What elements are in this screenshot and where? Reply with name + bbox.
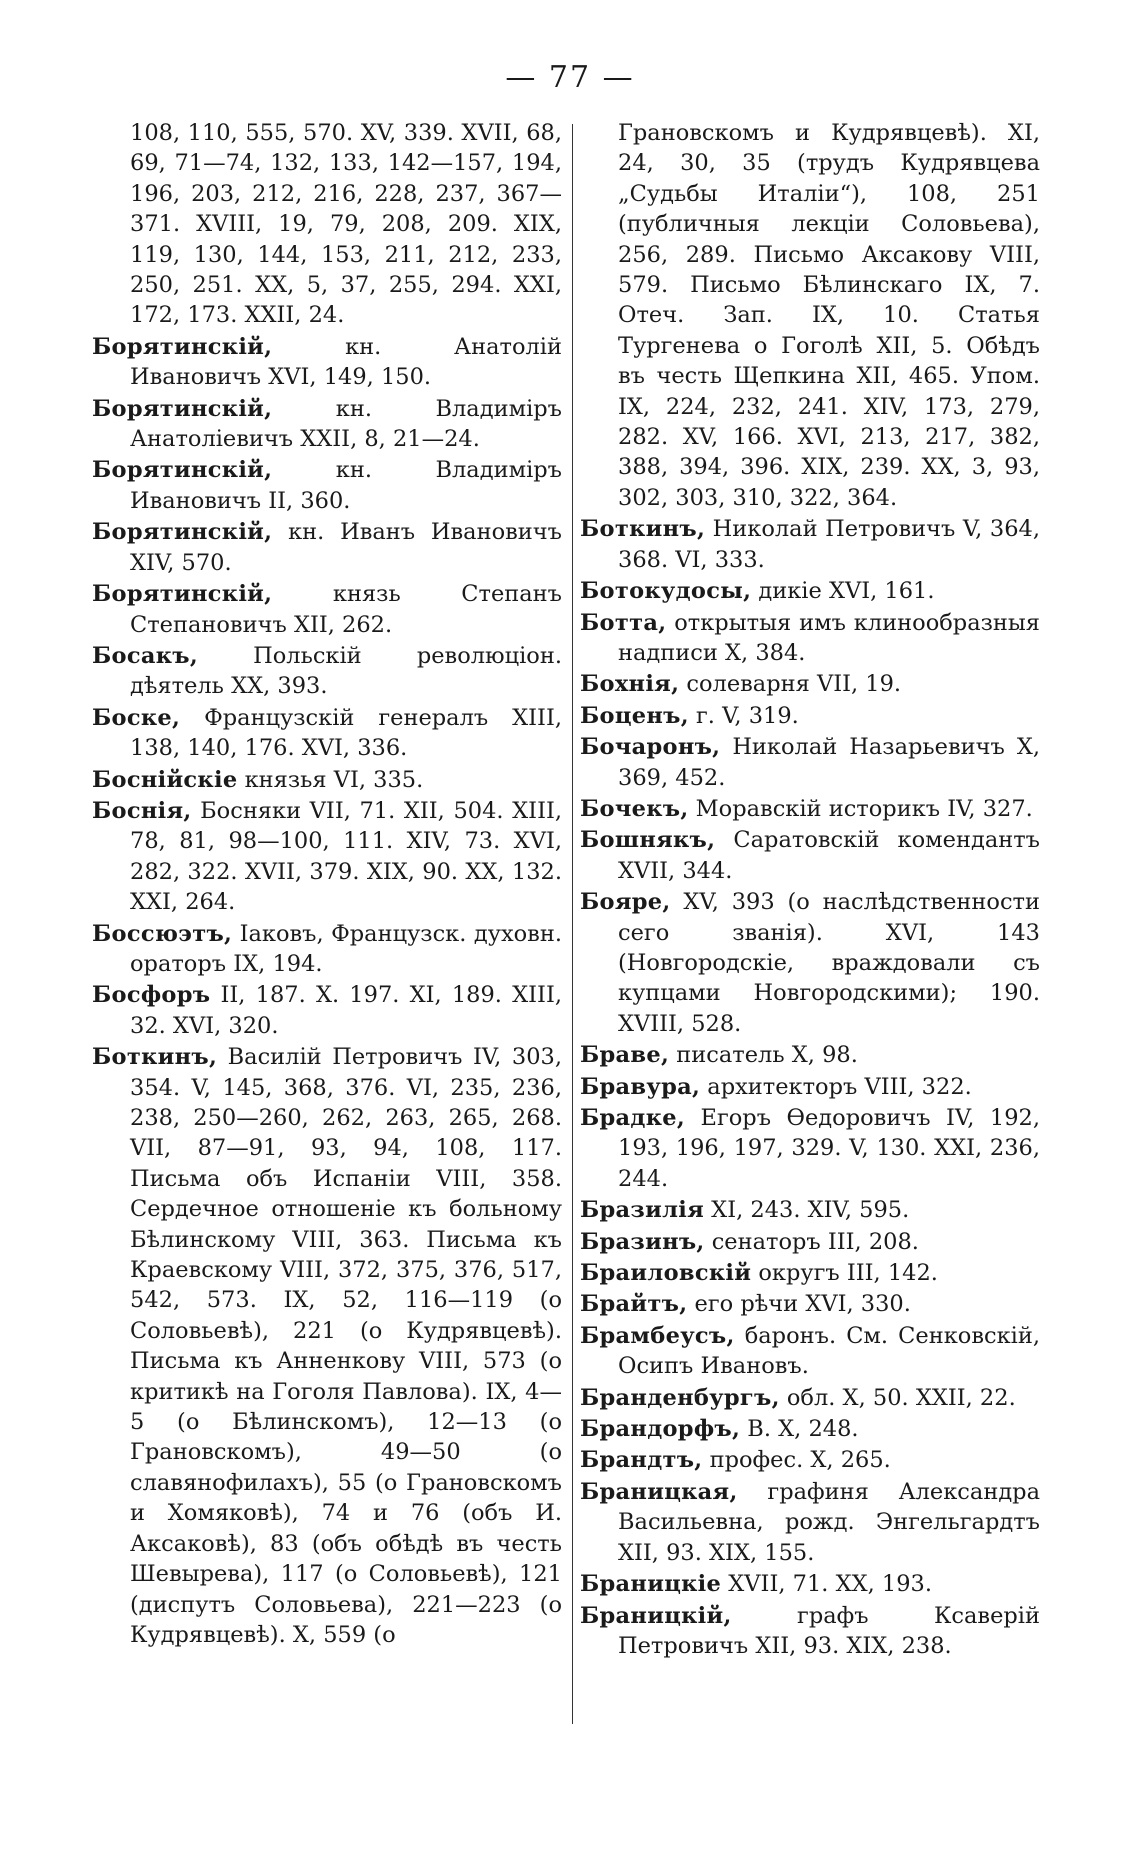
entry-heading: Браницкая, — [580, 1478, 738, 1505]
entry-text: графъ Ксаверій Петровичъ XII, 93. XIX, 238. — [618, 1602, 1040, 1659]
index-entry — [580, 1601, 1040, 1662]
entry-heading: Ботта, — [580, 609, 667, 636]
index-entry — [92, 980, 562, 1041]
index-entry — [92, 796, 562, 918]
left-column — [92, 118, 562, 1651]
index-entry — [92, 919, 562, 980]
entry-heading: Борятинскій, — [92, 519, 273, 546]
entry-text: Николай Назарьевичъ X, 369, 452. — [618, 734, 1040, 791]
index-entry — [580, 1072, 1040, 1102]
page-number: — 77 — — [505, 60, 635, 95]
index-entry — [580, 1289, 1040, 1319]
entry-heading: Ботокудосы, — [580, 578, 752, 605]
entry-heading: Боссюэтъ, — [92, 920, 233, 947]
entry-heading: Бочаронъ, — [580, 734, 721, 761]
entry-heading: Боске, — [92, 704, 181, 731]
index-entry — [92, 455, 562, 516]
index-entry — [580, 608, 1040, 669]
index-entry — [92, 332, 562, 393]
index-entry — [580, 701, 1040, 731]
entry-heading: Бохнія, — [580, 671, 680, 698]
entry-heading: Босфоръ — [92, 982, 211, 1009]
index-entry — [580, 1445, 1040, 1475]
index-entry — [580, 732, 1040, 793]
entry-text: 108, 110, 555, 570. XV, 339. XVII, 68, 69, 71—74, 132, 133, 142—157, 194, 196, 203, 212, 216, 228, 237, 367—371. XVIII, 19, 79, 208, 209. XIX, 119, 130, 144, 153, 211, 212, 233, 250, 251. XX, 5, 37, 255, 294. XXI, 172, 173. XXII, 24. — [130, 120, 562, 329]
index-entry — [580, 887, 1040, 1039]
index-entry — [580, 576, 1040, 606]
entry-text: кн. Владиміръ Ивановичъ II, 360. — [130, 457, 562, 514]
entry-text: князь Степанъ Степановичъ XII, 262. — [130, 581, 562, 638]
entry-heading: Бранденбургъ, — [580, 1384, 780, 1411]
entry-heading: Бояре, — [580, 889, 671, 916]
index-entry — [92, 394, 562, 455]
entry-text: солеварня VII, 19. — [679, 671, 902, 698]
entry-heading: Бошнякъ, — [580, 827, 716, 854]
entry-text: кн. Анатолій Ивановичъ XVI, 149, 150. — [130, 333, 562, 391]
entry-text: баронъ. См. Сенковскій, Осипъ Ивановъ. — [618, 1322, 1040, 1380]
entry-text: Французскій генералъ XIII, 138, 140, 176. XVI, 336. — [130, 704, 562, 762]
index-entry — [580, 825, 1040, 886]
entry-text: князья VI, 335. — [237, 766, 424, 793]
index-entry — [92, 579, 562, 640]
entry-text: Саратовскій комендантъ XVII, 344. — [618, 827, 1040, 884]
entry-heading: Боценъ, — [580, 702, 689, 729]
entry-text: г. V, 319. — [688, 702, 799, 729]
index-entry — [580, 514, 1040, 575]
entry-heading: Браве, — [580, 1042, 670, 1069]
entry-text: XVII, 71. XX, 193. — [721, 1571, 933, 1598]
entry-heading: Брамбеусъ, — [580, 1322, 735, 1349]
entry-text: кн. Владиміръ Анатоліевичъ XXII, 8, 21—24. — [130, 395, 562, 453]
entry-text: Егоръ Ѳедоровичъ IV, 192, 193, 196, 197, 329. V, 130. XXI, 236, 244. — [618, 1105, 1040, 1192]
index-entry — [580, 1040, 1040, 1070]
entry-heading: Борятинскій, — [92, 395, 273, 422]
entry-heading: Бочекъ, — [580, 795, 689, 822]
entry-text: открытыя имъ клинообразныя надписи X, 384. — [618, 609, 1040, 666]
entry-heading: Браницкіе — [580, 1571, 722, 1598]
entry-text: В. X, 248. — [740, 1416, 859, 1443]
index-entry — [580, 118, 1040, 513]
entry-heading: Боснійскіе — [92, 766, 238, 793]
entry-heading: Борятинскій, — [92, 457, 273, 484]
index-entry — [580, 1321, 1040, 1382]
index-entry — [580, 1569, 1040, 1599]
index-entry — [92, 641, 562, 702]
entry-text: Польскій революціон. дѣятель XX, 393. — [130, 642, 562, 700]
entry-heading: Брадке, — [580, 1105, 686, 1131]
index-entry — [580, 1414, 1040, 1444]
index-entry — [580, 1477, 1040, 1568]
entry-heading: Борятинскій, — [92, 333, 273, 360]
index-entry — [92, 517, 562, 578]
entry-text: его рѣчи XVI, 330. — [687, 1291, 911, 1318]
entry-text: кн. Иванъ Ивановичъ XIV, 570. — [130, 519, 562, 576]
entry-text: дикіе XVI, 161. — [751, 578, 935, 605]
index-entry — [580, 1195, 1040, 1225]
entry-text: XI, 243. XIV, 595. — [704, 1197, 910, 1224]
entry-heading: Брайтъ, — [580, 1291, 688, 1318]
entry-text: Іаковъ, Французск. духовн. ораторъ IX, 194. — [130, 920, 562, 977]
right-column — [580, 118, 1040, 1662]
index-entry — [580, 1103, 1040, 1194]
index-entry — [580, 794, 1040, 824]
entry-heading: Брандорфъ, — [580, 1416, 741, 1443]
entry-heading: Браницкій, — [580, 1602, 732, 1629]
entry-text: округъ III, 142. — [751, 1260, 938, 1287]
entry-text: писатель X, 98. — [669, 1042, 858, 1069]
entry-heading: Боткинъ, — [92, 1044, 218, 1071]
entry-heading: Бразинъ, — [580, 1228, 705, 1255]
entry-text: Моравскій историкъ IV, 327. — [688, 795, 1033, 822]
entry-text: Босняки VII, 71. XII, 504. XIII, 78, 81, 98—100, 111. XIV, 73. XVI, 282, 322. XVII, 379. XIX, 90. XX, 132. XXI, 264. — [130, 797, 562, 916]
entry-text: Грановскомъ и Кудрявцевѣ). XI, 24, 30, 35 (трудъ Кудрявцева „Судьбы Италіи“), 108, 251 (публичныя лекціи Соловьева), 256, 289. Письмо Аксакову VIII, 579. Письмо Бѣлинскаго IX, 7. Отеч. Зап. IX, 10. Статья Тургенева о Гоголѣ XII, 5. Обѣдъ въ честь Щепкина XII, 465. Упом. IX, 224, 232, 241. XIV, 173, 279, 282. XV, 166. XVI, 213, 217, 382, 388, 394, 396. XIX, 239. XX, 3, 93, 302, 303, 310, 322, 364. — [618, 120, 1040, 511]
entry-heading: Боснія, — [92, 797, 192, 824]
entry-text: II, 187. X. 197. XI, 189. XIII, 32. XVI, 320. — [130, 982, 562, 1039]
index-entry — [580, 1258, 1040, 1288]
entry-text: Николай Петровичъ V, 364, 368. VI, 333. — [618, 516, 1040, 573]
entry-heading: Борятинскій, — [92, 581, 273, 608]
index-entry — [580, 669, 1040, 699]
index-entry — [92, 118, 562, 331]
entry-heading: Бразилія — [580, 1197, 705, 1224]
column-divider — [572, 124, 573, 1724]
entry-heading: Браиловскій — [580, 1260, 752, 1287]
entry-text: XV, 393 (о наслѣдственности сего званія). XVI, 143 (Новгородскіе, враждовали съ купцами Новгородскими); 190. XVIII, 528. — [618, 889, 1040, 1037]
entry-text: профес. X, 265. — [702, 1447, 891, 1474]
entry-text: обл. X, 50. XXII, 22. — [779, 1384, 1016, 1411]
index-entry — [92, 765, 562, 795]
entry-text: архитекторъ VIII, 322. — [700, 1073, 972, 1100]
entry-text: сенаторъ III, 208. — [704, 1228, 919, 1255]
entry-text: графиня Александра Васильевна, рожд. Энгельгардтъ XII, 93. XIX, 155. — [618, 1478, 1040, 1566]
entry-heading: Бравура, — [580, 1073, 701, 1100]
entry-heading: Брандтъ, — [580, 1447, 703, 1474]
index-entry — [92, 1042, 562, 1650]
index-entry — [92, 703, 562, 764]
index-entry — [580, 1227, 1040, 1257]
entry-heading: Босакъ, — [92, 642, 198, 669]
index-entry — [580, 1383, 1040, 1413]
entry-text: Василій Петровичъ IV, 303, 354. V, 145, 368, 376. VI, 235, 236, 238, 250—260, 262, 263, 265, 268. VII, 87—91, 93, 94, 108, 117. Письма объ Испаніи VIII, 358. Сердечное отношеніе къ больному Бѣлинскому VIII, 363. Письма къ Краевскому VIII, 372, 375, 376, 517, 542, 573. IX, 52, 116—119 (о Соловьевѣ), 221 (о Кудрявцевѣ). Письма къ Анненкову VIII, 573 (о критикѣ на Гоголя Павлова). IX, 4—5 (о Бѣлинскомъ), 12—13 (о Грановскомъ), 49—50 (о славянофилахъ), 55 (о Грановскомъ и Хомяковѣ), 74 и 76 (объ И. Аксаковѣ), 83 (объ обѣдѣ въ честь Шевырева), 117 (о Соловьевѣ), 121 (диспутъ Соловьева), 221—223 (о Кудрявцевѣ). X, 559 (о — [130, 1044, 562, 1648]
entry-heading: Боткинъ, — [580, 516, 706, 543]
